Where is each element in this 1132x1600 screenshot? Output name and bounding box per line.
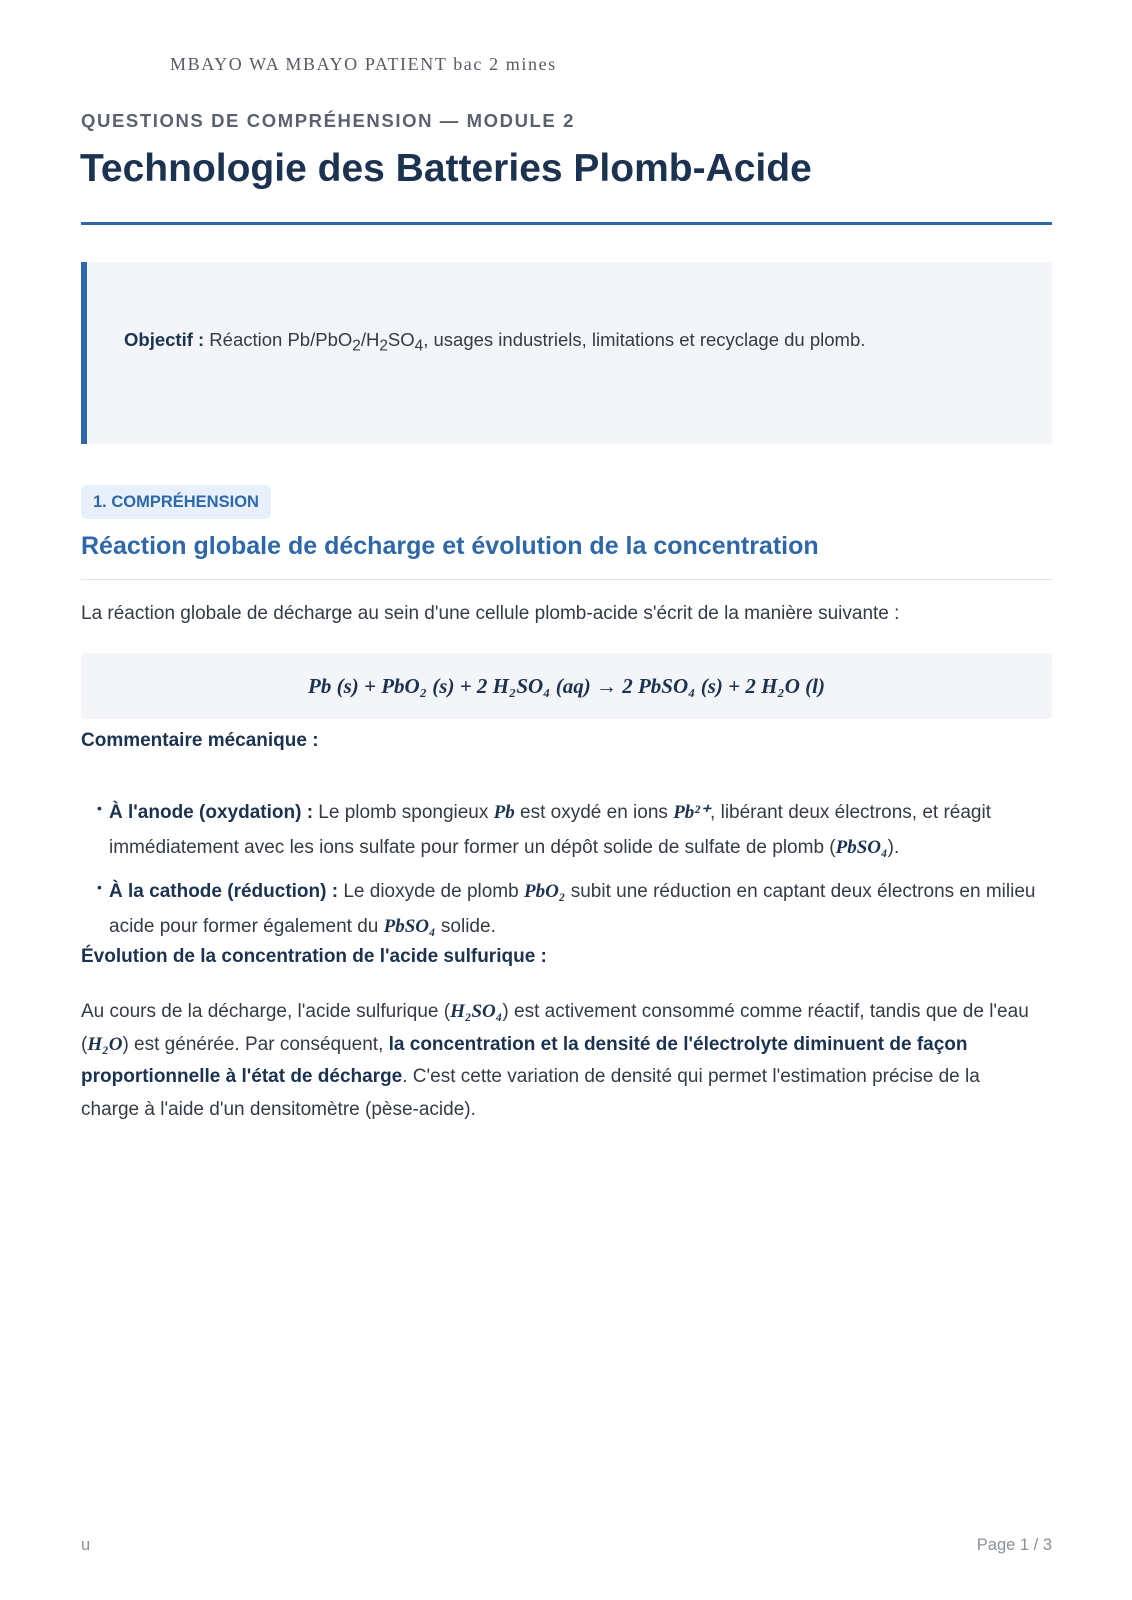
title-divider: [81, 222, 1052, 225]
module-kicker: QUESTIONS DE COMPRÉHENSION — MODULE 2: [81, 110, 575, 131]
chem-formula: H₂O: [87, 1033, 123, 1055]
chem-formula: H₂SO₄: [450, 1001, 503, 1022]
section-title: Réaction globale de décharge et évolution de la concentration: [81, 532, 819, 560]
bullet-text: ).: [887, 837, 900, 858]
bullet-text: Le dioxyde de plomb: [338, 881, 524, 902]
bullet-icon: •: [97, 800, 102, 816]
para-emphasis: la concentration et la densité de l'électrolyte diminuent de façon proportionnelle à l'état de décharge: [81, 1033, 968, 1087]
bullet-text: solide.: [435, 916, 496, 937]
objective-part: SO: [387, 329, 415, 350]
objective-label: Objectif :: [124, 329, 205, 350]
objective-subscript: 2: [379, 337, 388, 355]
chem-formula: PbO₂: [523, 881, 566, 902]
list-item-anode: [81, 795, 1041, 865]
bullet-label: À l'anode (oxydation) :: [109, 802, 314, 823]
para-text: . C'est cette variation de densité qui permet l'estimation précise de la charge à l'aide d'un densitomètre (pèse-acide).: [81, 1066, 980, 1120]
objective-part: /H: [360, 329, 380, 350]
commentary-list: [81, 795, 1041, 953]
para-text: ) est activement consommé comme réactif, tandis que de l'eau (: [81, 1001, 1029, 1055]
objective-text: [124, 329, 865, 356]
section-divider: [81, 579, 1052, 580]
objective-box: [81, 262, 1052, 444]
list-item-cathode: [81, 874, 1041, 944]
reaction-equation: Pb (s) + PbO₂ (s) + 2 H₂SO₄ (aq) → 2 PbSO₄ (s) + 2 H₂O (l): [308, 673, 825, 698]
author-header: MBAYO WA MBAYO PATIENT bac 2 mines: [170, 54, 557, 74]
footer-note: u: [81, 1536, 91, 1554]
objective-subscript: 4: [414, 337, 424, 355]
bullet-label: À la cathode (réduction) :: [109, 881, 339, 902]
objective-subscript: 2: [352, 337, 361, 355]
bullet-text: Le plomb spongieux: [313, 802, 494, 823]
intro-paragraph: La réaction globale de décharge au sein d'une cellule plomb-acide s'écrit de la manière suivante :: [81, 603, 900, 624]
chem-formula: Pb²⁺: [673, 802, 711, 823]
bullet-text: est oxydé en ions: [514, 802, 674, 823]
evolution-paragraph: [81, 996, 1041, 1126]
evolution-heading: Évolution de la concentration de l'acide sulfurique :: [81, 946, 547, 967]
objective-part: Réaction Pb/PbO: [204, 329, 353, 350]
commentary-heading: Commentaire mécanique :: [81, 730, 319, 751]
bullet-text: , libérant deux électrons, et réagit immédiatement avec les ions sulfate pour former un dépôt solide de sulfate de plomb (: [109, 802, 991, 858]
para-text: Au cours de la décharge, l'acide sulfurique (: [81, 1001, 451, 1022]
page-number: Page 1 / 3: [976, 1536, 1052, 1554]
objective-part: , usages industriels, limitations et recyclage du plomb.: [423, 329, 866, 350]
section-badge: 1. COMPRÉHENSION: [81, 485, 271, 519]
page-title: Technologie des Batteries Plomb-Acide: [80, 147, 812, 190]
bullet-icon: •: [97, 879, 102, 895]
chem-formula: Pb: [493, 802, 515, 823]
chem-formula: PbSO₄: [835, 837, 888, 858]
chem-formula: PbSO₄: [383, 916, 436, 937]
bullet-text: subit une réduction en captant deux électrons en milieu acide pour former également du: [109, 881, 1036, 937]
equation-box: [81, 653, 1052, 719]
para-text: ) est générée. Par conséquent,: [122, 1033, 389, 1055]
